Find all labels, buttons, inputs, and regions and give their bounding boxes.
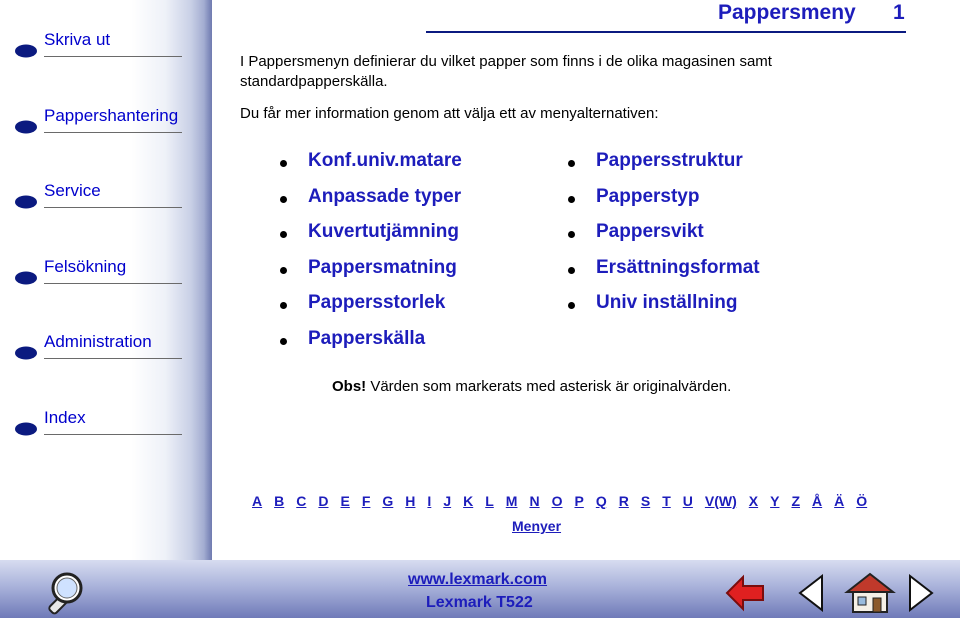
alphabet-link[interactable]: R [618, 493, 629, 509]
bullet-icon [568, 267, 575, 274]
nav-bullet-icon [14, 422, 38, 436]
alphabet-link[interactable]: K [463, 493, 474, 509]
alphabet-link[interactable]: G [382, 493, 394, 509]
bullet-icon [280, 267, 287, 274]
menu-link-pappersvikt[interactable]: Pappersvikt [596, 221, 704, 243]
menu-link-pappersstruktur[interactable]: Pappersstruktur [596, 150, 743, 171]
menu-link-anpassade-typer[interactable]: Anpassade typer [308, 185, 462, 207]
divider [44, 283, 182, 284]
sidebar-item-index[interactable] [8, 402, 186, 442]
nav-bullet-icon [14, 195, 38, 209]
alphabet-link[interactable]: D [318, 493, 329, 509]
bullet-icon [568, 231, 575, 238]
bullet-icon [280, 338, 287, 345]
alphabet-index [252, 493, 879, 509]
alphabet-link[interactable]: Z [791, 493, 801, 509]
alphabet-link[interactable]: A [252, 493, 263, 509]
prev-page-icon[interactable] [798, 574, 826, 612]
sidebar-item-skriva-ut[interactable] [8, 24, 186, 64]
menu-link-kuvertutjamning[interactable]: Kuvertutjämning [308, 221, 459, 243]
alphabet-link[interactable]: L [485, 493, 494, 509]
alphabet-link[interactable]: B [274, 493, 285, 509]
alphabet-link[interactable]: O [551, 493, 563, 509]
sidebar-item-label: Index [44, 408, 86, 427]
alphabet-link[interactable]: F [361, 493, 371, 509]
alphabet-link[interactable]: P [574, 493, 584, 509]
intro-instruction: Du får mer information genom att välja ett av menyalternativen: [240, 105, 659, 122]
divider [44, 434, 182, 435]
sidebar-item-pappershantering[interactable] [8, 100, 186, 140]
next-page-icon[interactable] [906, 574, 934, 612]
alphabet-link[interactable]: U [682, 493, 693, 509]
divider [44, 132, 182, 133]
divider [44, 207, 182, 208]
bullet-icon [280, 160, 287, 167]
bullet-icon [568, 160, 575, 167]
divider [44, 358, 182, 359]
alphabet-link[interactable]: Ä [834, 493, 845, 509]
bullet-icon [568, 196, 575, 203]
alphabet-link[interactable]: T [662, 493, 671, 509]
bullet-icon [280, 196, 287, 203]
sidebar-item-label: Pappershantering [44, 106, 179, 125]
footer-model: Lexmark T522 [426, 594, 533, 611]
sidebar-item-label: Felsökning [44, 257, 127, 276]
menu-link-papperstyp[interactable]: Papperstyp [596, 185, 700, 207]
alphabet-link[interactable]: I [427, 493, 432, 509]
menu-link-univ-installning[interactable]: Univ inställning [596, 292, 738, 314]
alphabet-link[interactable]: Y [770, 493, 780, 509]
menu-link-konf-univ-matare[interactable]: Konf.univ.matare [308, 150, 462, 171]
note-text [332, 378, 731, 395]
page-number: 1 [893, 1, 905, 24]
alphabet-link[interactable]: H [405, 493, 416, 509]
nav-bullet-icon [14, 271, 38, 285]
alphabet-link[interactable]: Q [595, 493, 607, 509]
menyer-link[interactable]: Menyer [512, 518, 562, 534]
bullet-icon [568, 302, 575, 309]
note-body: Värden som markerats med asterisk är originalvärden. [366, 378, 732, 395]
sidebar-item-label: Administration [44, 332, 152, 351]
menu-link-ersattningsformat[interactable]: Ersättningsformat [596, 256, 760, 278]
sidebar-item-label: Skriva ut [44, 30, 111, 49]
nav-bullet-icon [14, 346, 38, 360]
alphabet-link[interactable]: C [296, 493, 307, 509]
nav-bullet-icon [14, 120, 38, 134]
menu-link-papperskalla[interactable]: Papperskälla [308, 327, 426, 349]
sidebar-item-label: Service [44, 181, 101, 200]
header-divider [426, 31, 906, 33]
alphabet-link[interactable]: Å [812, 493, 823, 509]
alphabet-link[interactable]: J [443, 493, 452, 509]
magnifier-icon[interactable] [38, 570, 86, 616]
alphabet-link[interactable]: M [505, 493, 518, 509]
bullet-icon [280, 302, 287, 309]
menu-link-pappersstorlek[interactable]: Pappersstorlek [308, 292, 446, 314]
alphabet-link[interactable]: E [340, 493, 350, 509]
home-icon[interactable] [843, 570, 897, 616]
back-arrow-icon[interactable] [725, 574, 765, 612]
nav-bullet-icon [14, 44, 38, 58]
alphabet-link[interactable]: N [529, 493, 540, 509]
alphabet-link[interactable]: Ö [856, 493, 868, 509]
intro-text: I Pappersmenyn definierar du vilket papper som finns i de olika magasinen samt standardpapperskälla. [240, 53, 772, 90]
sidebar-item-felsokning[interactable] [8, 251, 186, 291]
note-label: Obs! [332, 378, 367, 395]
sidebar-item-administration[interactable] [8, 326, 186, 366]
sidebar [0, 0, 212, 560]
alphabet-link[interactable]: V(W) [704, 493, 737, 509]
bullet-icon [280, 231, 287, 238]
menu-link-pappersmatning[interactable]: Pappersmatning [308, 256, 457, 278]
footer-url-link[interactable]: www.lexmark.com [408, 571, 548, 588]
alphabet-link[interactable]: S [640, 493, 651, 509]
sidebar-item-service[interactable] [8, 175, 186, 215]
page-title: Pappersmeny [718, 1, 856, 24]
alphabet-link[interactable]: X [748, 493, 759, 509]
divider [44, 56, 182, 57]
